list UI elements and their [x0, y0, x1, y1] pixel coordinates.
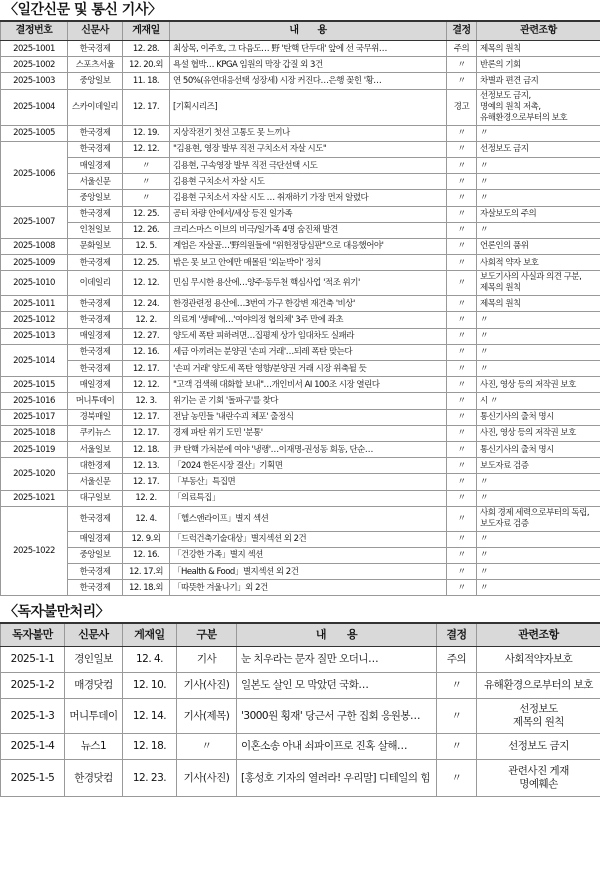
newspaper: 한국경제 [68, 255, 123, 271]
table-row [1, 580, 600, 596]
newspaper: 매경닷컴 [65, 673, 123, 699]
publish-date: 12. 12. [123, 141, 170, 157]
related-clause: 〃 [477, 547, 600, 563]
article-content: 「헬스앤라이프」별지 섹션 [170, 506, 447, 531]
reader-complaints-table [0, 622, 600, 797]
article-content: '손피 거래' 양도세 폭탄 영향/분양권 거래 시장 위축될 듯 [170, 361, 447, 377]
header-cell: 내 용 [237, 623, 437, 647]
related-clause: 〃 [477, 344, 600, 360]
newspaper: 경북매일 [68, 409, 123, 425]
table-row [1, 490, 600, 506]
newspaper: 한국경제 [68, 141, 123, 157]
newspaper: 한국경제 [68, 41, 123, 57]
related-clause: 〃 [477, 328, 600, 344]
header-cell: 게재일 [123, 623, 177, 647]
publish-date: 12. 3. [123, 393, 170, 409]
article-content: 양도세 폭탄 피하려면…집평제 상가 임대차도 실패라 [170, 328, 447, 344]
publish-date: 12. 17. [123, 425, 170, 441]
table-row [1, 760, 600, 797]
related-clause: 언론인의 품위 [477, 238, 600, 254]
decision: 〃 [447, 409, 477, 425]
newspaper: 한국경제 [68, 506, 123, 531]
newspaper: 매일경제 [68, 531, 123, 547]
category: 기사(사진) [177, 760, 237, 797]
complaint-content: 일본도 살인 모 막았던 국화… [237, 673, 437, 699]
table-row [1, 425, 600, 441]
decision: 〃 [447, 271, 477, 296]
complaint-number: 2025-1-2 [1, 673, 65, 699]
newspaper: 문화일보 [68, 238, 123, 254]
newspaper: 한국경제 [68, 296, 123, 312]
related-clause: 선정보도 금지 [477, 734, 600, 760]
table-row [1, 57, 600, 73]
related-clause: 〃 [477, 361, 600, 377]
decision: 〃 [437, 673, 477, 699]
publish-date: 12. 27. [123, 328, 170, 344]
table-row [1, 89, 600, 125]
publish-date: 11. 18. [123, 73, 170, 89]
newspaper: 중앙일보 [68, 547, 123, 563]
decision: 〃 [447, 377, 477, 393]
newspaper: 매일경제 [68, 157, 123, 173]
decision-number: 2025-1011 [1, 296, 68, 312]
decision: 〃 [447, 238, 477, 254]
decision-number: 2025-1002 [1, 57, 68, 73]
complaint-content: [홍성호 기자의 열려라! 우리말] 디테일의 힘 [237, 760, 437, 797]
related-clause: 통신기사의 출처 명시 [477, 409, 600, 425]
article-content: 김용현, 구속영장 발부 직전 극단선택 시도 [170, 157, 447, 173]
related-clause: 〃 [477, 580, 600, 596]
decision-number: 2025-1009 [1, 255, 68, 271]
table-row [1, 531, 600, 547]
decision: 〃 [447, 547, 477, 563]
decision-number: 2025-1018 [1, 425, 68, 441]
decision-number: 2025-1015 [1, 377, 68, 393]
decision-number: 2025-1001 [1, 41, 68, 57]
complaint-number: 2025-1-4 [1, 734, 65, 760]
complaint-content: 눈 치우라는 문자 질만 오더니… [237, 647, 437, 673]
table-row [1, 506, 600, 531]
related-clause: 사회적약자보호 [477, 647, 600, 673]
article-content: "고객 검색해 대화할 보내"…개인비서 AI 100조 시장 열린다 [170, 377, 447, 393]
decision-number: 2025-1005 [1, 125, 68, 141]
header-cell: 내 용 [170, 21, 447, 41]
newspaper: 뉴스1 [65, 734, 123, 760]
article-content: 의료계 '생떼'에…'여야의정 협의체' 3주 만에 좌초 [170, 312, 447, 328]
header-cell: 결정 [447, 21, 477, 41]
article-content: 민심 무시한 용산에…양주·동두천 핵심사업 '적조 위기' [170, 271, 447, 296]
article-content: 「드럭건축기술대상」별지섹션 외 2건 [170, 531, 447, 547]
table-row [1, 125, 600, 141]
decision-number: 2025-1020 [1, 458, 68, 490]
publish-date: 〃 [123, 174, 170, 190]
article-content: 공터 차량 안에서/세상 등진 일가족 [170, 206, 447, 222]
newspaper: 한국경제 [68, 564, 123, 580]
decision-number: 2025-1016 [1, 393, 68, 409]
decision: 〃 [447, 474, 477, 490]
newspaper: 머니투데이 [68, 393, 123, 409]
decision: 〃 [447, 506, 477, 531]
complaint-number: 2025-1-3 [1, 699, 65, 734]
table-row [1, 141, 600, 157]
article-content: 「Health & Food」별지섹션 외 2건 [170, 564, 447, 580]
publish-date: 12. 17.외 [123, 564, 170, 580]
related-clause: 선정보도 금지 [477, 141, 600, 157]
article-content: 「2024 한돈시장 결산」기획면 [170, 458, 447, 474]
decision-number: 2025-1006 [1, 141, 68, 206]
publish-date: 12. 25. [123, 206, 170, 222]
article-content: 위기는 곧 기회 '돌파구'를 찾다 [170, 393, 447, 409]
decision-number: 2025-1010 [1, 271, 68, 296]
article-content: 「건강한 가족」별지 섹션 [170, 547, 447, 563]
publish-date: 12. 14. [123, 699, 177, 734]
decision: 〃 [447, 255, 477, 271]
publish-date: 12. 5. [123, 238, 170, 254]
publish-date: 12. 2. [123, 490, 170, 506]
article-content: 욕설 협박… KPGA 임원의 막장 갑질 외 3건 [170, 57, 447, 73]
publish-date: 12. 16. [123, 547, 170, 563]
newspaper: 대한경제 [68, 458, 123, 474]
newspaper: 머니투데이 [65, 699, 123, 734]
decision: 주의 [437, 647, 477, 673]
table-row [1, 328, 600, 344]
publish-date: 12. 10. [123, 673, 177, 699]
related-clause: 반론의 기회 [477, 57, 600, 73]
header-cell: 신문사 [65, 623, 123, 647]
table-row [1, 271, 600, 296]
article-content: 세금 아끼려는 분양권 '손피 거래'…되레 폭탄 맞는다 [170, 344, 447, 360]
newspaper: 쿠키뉴스 [68, 425, 123, 441]
decision-number: 2025-1014 [1, 344, 68, 376]
newspaper: 한국경제 [68, 312, 123, 328]
header-cell: 게재일 [123, 21, 170, 41]
decision: 〃 [447, 57, 477, 73]
table-header-row [1, 21, 600, 41]
decision-number: 2025-1019 [1, 441, 68, 457]
table-row [1, 190, 600, 206]
related-clause: 제목의 원칙 [477, 296, 600, 312]
category: 〃 [177, 734, 237, 760]
section1-title: 〈일간신문 및 통신 기사〉 [4, 2, 162, 18]
newspaper: 중앙일보 [68, 190, 123, 206]
newspaper: 서울일보 [68, 441, 123, 457]
related-clause: 〃 [477, 490, 600, 506]
article-content: 경제 파탄 위기 도민 '분통' [170, 425, 447, 441]
table-row [1, 361, 600, 377]
newspaper: 서울신문 [68, 174, 123, 190]
decision: 〃 [437, 734, 477, 760]
decision-number: 2025-1017 [1, 409, 68, 425]
article-content: [기획시리즈] [170, 89, 447, 125]
decision-number: 2025-1022 [1, 506, 68, 596]
related-clause: 〃 [477, 474, 600, 490]
decision: 〃 [447, 531, 477, 547]
table-row [1, 255, 600, 271]
decision: 〃 [437, 699, 477, 734]
article-content: 김용현 구치소서 자살 시도 … 취재하기 가장 먼저 알렸다 [170, 190, 447, 206]
decision: 〃 [447, 441, 477, 457]
decision-number: 2025-1004 [1, 89, 68, 125]
related-clause: 차별과 편견 금지 [477, 73, 600, 89]
decision: 〃 [447, 141, 477, 157]
related-clause: 통신기사의 출처 명시 [477, 441, 600, 457]
decision: 〃 [447, 328, 477, 344]
table-row [1, 73, 600, 89]
newspaper: 스카이데일리 [68, 89, 123, 125]
newspaper: 이데일리 [68, 271, 123, 296]
article-content: 尹 탄핵 가처분에 여야 '냉랭'…이재명-권성동 회동, 단순… [170, 441, 447, 457]
decision: 〃 [437, 760, 477, 797]
table-row [1, 206, 600, 222]
related-clause: 사회적 약자 보호 [477, 255, 600, 271]
decision: 주의 [447, 41, 477, 57]
table-row [1, 734, 600, 760]
table-row [1, 647, 600, 673]
press-articles-table [0, 20, 600, 596]
related-clause: 보도기사의 사실과 의견 구분, 제목의 원칙 [477, 271, 600, 296]
publish-date: 12. 12. [123, 271, 170, 296]
decision: 〃 [447, 125, 477, 141]
table-row [1, 393, 600, 409]
article-content: 밖은 못 보고 안에만 매몰된 '외눈박이' 정치 [170, 255, 447, 271]
decision: 〃 [447, 206, 477, 222]
table-row [1, 458, 600, 474]
related-clause: 〃 [477, 531, 600, 547]
complaint-content: 이혼소송 아내 쇠파이프로 진혹 살해… [237, 734, 437, 760]
category: 기사(제목) [177, 699, 237, 734]
publish-date: 12. 16. [123, 344, 170, 360]
decision-number: 2025-1012 [1, 312, 68, 328]
decision: 〃 [447, 344, 477, 360]
publish-date: 12. 17. [123, 89, 170, 125]
newspaper: 중앙일보 [68, 73, 123, 89]
table-row [1, 157, 600, 173]
publish-date: 12. 12. [123, 377, 170, 393]
decision: 〃 [447, 425, 477, 441]
table-row [1, 296, 600, 312]
related-clause: 자살보도의 주의 [477, 206, 600, 222]
table-row [1, 174, 600, 190]
article-content: 「부동산」특집면 [170, 474, 447, 490]
publish-date: 12. 18. [123, 441, 170, 457]
header-cell: 관련조항 [477, 21, 600, 41]
newspaper: 스포츠서울 [68, 57, 123, 73]
header-cell: 결정 [437, 623, 477, 647]
header-cell: 구분 [177, 623, 237, 647]
decision-number: 2025-1013 [1, 328, 68, 344]
related-clause: 〃 [477, 312, 600, 328]
publish-date: 12. 4. [123, 506, 170, 531]
newspaper: 매일경제 [68, 377, 123, 393]
newspaper: 한국경제 [68, 361, 123, 377]
related-clause: 사진, 영상 등의 저작권 보호 [477, 377, 600, 393]
decision-number: 2025-1007 [1, 206, 68, 238]
publish-date: 12. 26. [123, 222, 170, 238]
header-cell: 독자불만 [1, 623, 65, 647]
header-cell: 관련조항 [477, 623, 600, 647]
publish-date: 12. 2. [123, 312, 170, 328]
table-row [1, 344, 600, 360]
newspaper: 한국경제 [68, 125, 123, 141]
newspaper: 한국경제 [68, 580, 123, 596]
article-content: 연 50%(유연대응선택 성장세) 시장 커진다…은행 꽂힌 '황… [170, 73, 447, 89]
publish-date: 〃 [123, 157, 170, 173]
newspaper: 한국경제 [68, 344, 123, 360]
newspaper: 인천일보 [68, 222, 123, 238]
section2-title: 〈독자불만처리〉 [4, 604, 110, 621]
table-row [1, 41, 600, 57]
publish-date: 12. 23. [123, 760, 177, 797]
related-clause: 〃 [477, 564, 600, 580]
category: 기사 [177, 647, 237, 673]
publish-date: 12. 18. [123, 734, 177, 760]
decision-number: 2025-1021 [1, 490, 68, 506]
decision: 〃 [447, 458, 477, 474]
decision: 〃 [447, 312, 477, 328]
complaint-number: 2025-1-5 [1, 760, 65, 797]
related-clause: 〃 [477, 157, 600, 173]
article-content: 「따뜻한 겨울나기」외 2건 [170, 580, 447, 596]
related-clause: 〃 [477, 125, 600, 141]
complaint-number: 2025-1-1 [1, 647, 65, 673]
newspaper: 경인일보 [65, 647, 123, 673]
related-clause: 시 〃 [477, 393, 600, 409]
table-row [1, 441, 600, 457]
publish-date: 〃 [123, 190, 170, 206]
category: 기사(사진) [177, 673, 237, 699]
table-row [1, 238, 600, 254]
related-clause: 관련사진 게재 명예훼손 [477, 760, 600, 797]
publish-date: 12. 24. [123, 296, 170, 312]
related-clause: 〃 [477, 190, 600, 206]
publish-date: 12. 20.외 [123, 57, 170, 73]
publish-date: 12. 4. [123, 647, 177, 673]
related-clause: 유해환경으로부터의 보호 [477, 673, 600, 699]
decision: 경고 [447, 89, 477, 125]
table-row [1, 564, 600, 580]
decision-number: 2025-1003 [1, 73, 68, 89]
article-content: 최상목, 이주호, 그 다음도… 野 '탄핵 단두대' 앞에 선 국무위… [170, 41, 447, 57]
article-content: "김용현, 영장 발부 직전 구치소서 자살 시도" [170, 141, 447, 157]
newspaper: 서울신문 [68, 474, 123, 490]
publish-date: 12. 9.외 [123, 531, 170, 547]
related-clause: 사회 경제 세력으로부터의 독립, 보도자료 검증 [477, 506, 600, 531]
article-content: 계엄은 자살골…'野의원들에 "위헌정당심판"으로 대응했어야' [170, 238, 447, 254]
article-content: 전남 농민들 '내란수괴 체포' 출정식 [170, 409, 447, 425]
decision: 〃 [447, 361, 477, 377]
publish-date: 12. 13. [123, 458, 170, 474]
table-row [1, 699, 600, 734]
article-content: 한경관련정 용산에…3번여 가구 한강변 재건축 '비상' [170, 296, 447, 312]
publish-date: 12. 17. [123, 409, 170, 425]
complaint-content: '3000원 횡재' 당근서 구한 집회 응원봉… [237, 699, 437, 734]
related-clause: 선정보도 제목의 원칙 [477, 699, 600, 734]
newspaper: 매일경제 [68, 328, 123, 344]
publish-date: 12. 28. [123, 41, 170, 57]
publish-date: 12. 17. [123, 361, 170, 377]
table-row [1, 312, 600, 328]
related-clause: 보도자료 검증 [477, 458, 600, 474]
header-cell: 신문사 [68, 21, 123, 41]
newspaper: 대구일보 [68, 490, 123, 506]
decision: 〃 [447, 73, 477, 89]
decision: 〃 [447, 580, 477, 596]
table-row [1, 409, 600, 425]
article-content: 지상작전기 첫선 고통도 못 느끼나 [170, 125, 447, 141]
related-clause: 〃 [477, 174, 600, 190]
header-cell: 결정번호 [1, 21, 68, 41]
table-row [1, 377, 600, 393]
decision: 〃 [447, 190, 477, 206]
decision-number: 2025-1008 [1, 238, 68, 254]
publish-date: 12. 18.외 [123, 580, 170, 596]
decision: 〃 [447, 564, 477, 580]
related-clause: 제목의 원칙 [477, 41, 600, 57]
decision: 〃 [447, 296, 477, 312]
article-content: 「의료특집」 [170, 490, 447, 506]
related-clause: 사진, 영상 등의 저작권 보호 [477, 425, 600, 441]
decision: 〃 [447, 157, 477, 173]
article-content: 김용현 구치소서 자살 시도 [170, 174, 447, 190]
related-clause: 〃 [477, 222, 600, 238]
decision: 〃 [447, 393, 477, 409]
table-row [1, 547, 600, 563]
publish-date: 12. 17. [123, 474, 170, 490]
decision: 〃 [447, 490, 477, 506]
article-content: 크리스마스 이브의 비극/일가족 4명 숨진채 발견 [170, 222, 447, 238]
publish-date: 12. 25. [123, 255, 170, 271]
publish-date: 12. 19. [123, 125, 170, 141]
newspaper: 한경닷컴 [65, 760, 123, 797]
decision: 〃 [447, 174, 477, 190]
decision: 〃 [447, 222, 477, 238]
related-clause: 선정보도 금지, 명예의 원칙 저촉, 유해환경으로부터의 보호 [477, 89, 600, 125]
newspaper: 한국경제 [68, 206, 123, 222]
table-row [1, 673, 600, 699]
table-row [1, 222, 600, 238]
table-header-row [1, 623, 600, 647]
table-row [1, 474, 600, 490]
